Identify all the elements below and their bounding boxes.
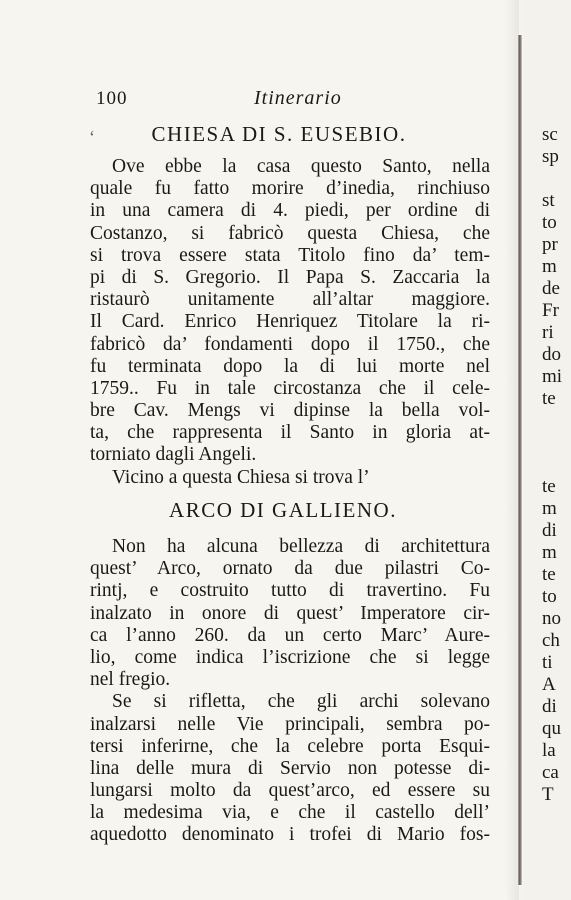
- text-line: torniato dagli Angeli.: [90, 444, 257, 466]
- facing-page-fragment: A: [542, 674, 556, 695]
- text-line: rintj, e costruito tutto di travertino. Fu: [90, 580, 490, 602]
- facing-page-fragment: sp: [542, 146, 559, 167]
- text-line: quale fu fatto morire d’inedia, rinchiuso: [90, 178, 490, 200]
- text-line: ristaurò unitamente all’altar maggiore.: [90, 289, 490, 311]
- section-body-arco-di-gallieno: [90, 536, 490, 847]
- facing-page-fragment: do: [542, 344, 561, 365]
- facing-page-fragment: mi: [542, 366, 563, 387]
- facing-page-fragment: st: [542, 190, 555, 211]
- text-line: aquedotto denominato i trofei di Mario fos-: [90, 824, 490, 846]
- facing-page-fragment: m: [542, 256, 557, 277]
- facing-page-fragment: ca: [542, 762, 559, 783]
- facing-page-fragment: pr: [542, 234, 558, 255]
- text-line: fabricò da’ fondamenti dopo il 1750., che: [90, 333, 490, 355]
- text-line: bre Cav. Mengs vi dipinse la bella vol-: [90, 400, 490, 422]
- text-line: Il Card. Enrico Henriquez Titolare la ri-: [90, 311, 490, 333]
- section-title-s-eusebio: CHIESA DI S. EUSEBIO.: [151, 122, 407, 146]
- facing-page-fragment: di: [542, 520, 557, 541]
- facing-page-fragment: ch: [542, 630, 560, 651]
- facing-page-fragment: te: [542, 564, 556, 585]
- facing-page-fragment: ti: [542, 652, 553, 673]
- facing-page-fragment: T: [542, 784, 554, 805]
- book-gutter: [518, 35, 522, 885]
- facing-page-fragment: ri: [542, 322, 554, 343]
- stray-ink-mark: ‘: [89, 127, 95, 147]
- text-line: si trova essere stata Titolo fino da’ tem-: [90, 244, 490, 266]
- section-body-s-eusebio: [90, 156, 490, 489]
- facing-page-fragment: te: [542, 476, 556, 497]
- facing-page-fragment: sc: [542, 124, 558, 145]
- text-line: Se si rifletta, che gli archi solevano: [112, 691, 490, 713]
- facing-page-fragment: di: [542, 696, 557, 717]
- text-line: lina delle mura di Servio non potesse di-: [90, 757, 490, 779]
- text-line: tersi inferirne, che la celebre porta Esqui-: [90, 735, 490, 757]
- text-line: ta, che rappresenta il Santo in gloria at-: [90, 422, 490, 444]
- text-line: fu terminata dopo la di lui morte nel: [90, 355, 490, 377]
- text-line: quest’ Arco, ornato da due pilastri Co-: [90, 558, 490, 580]
- text-line: Vicino a questa Chiesa si trova l’: [112, 466, 370, 488]
- facing-page-edge: [524, 0, 571, 900]
- running-title: Itinerario: [254, 87, 342, 109]
- text-line: pi di S. Gregorio. Il Papa S. Zaccaria la: [90, 266, 490, 288]
- section-title-arco-di-gallieno: ARCO DI GALLIENO.: [169, 498, 397, 522]
- facing-page-fragment: no: [542, 608, 561, 629]
- text-line: lungarsi molto da quest’arco, ed essere su: [90, 780, 490, 802]
- facing-page-fragment: m: [542, 498, 557, 519]
- facing-page-fragment: to: [542, 586, 557, 607]
- text-line: Non ha alcuna bellezza di architettura: [112, 536, 490, 557]
- facing-page-fragment: qu: [542, 718, 561, 739]
- facing-page-fragment: la: [542, 740, 556, 761]
- facing-page-fragment: de: [542, 278, 560, 299]
- text-line: 1759.. Fu in tale circostanza che il cele-: [90, 377, 490, 399]
- page-number: 100: [96, 88, 128, 109]
- text-line: in una camera di 4. piedi, per ordine di: [90, 200, 490, 222]
- text-line: Ove ebbe la casa questo Santo, nella: [112, 156, 490, 177]
- facing-page-fragment: m: [542, 542, 557, 563]
- text-line: ca l’anno 260. da un certo Marc’ Aure-: [90, 624, 490, 646]
- text-line: inalzato in onore di quest’ Imperatore cir-: [90, 602, 490, 624]
- facing-page-fragment: Fr: [542, 300, 559, 321]
- text-line: la medesima via, e che il castello dell’: [90, 802, 490, 824]
- page-header: [0, 88, 520, 112]
- facing-page-fragment: to: [542, 212, 557, 233]
- text-line: inalzarsi nelle Vie principali, sembra po-: [90, 713, 490, 735]
- text-line: nel fregio.: [90, 669, 171, 691]
- text-line: lio, come indica l’iscrizione che si legge: [90, 646, 490, 668]
- text-line: Costanzo, si fabricò questa Chiesa, che: [90, 222, 490, 244]
- facing-page-fragment: te: [542, 388, 556, 409]
